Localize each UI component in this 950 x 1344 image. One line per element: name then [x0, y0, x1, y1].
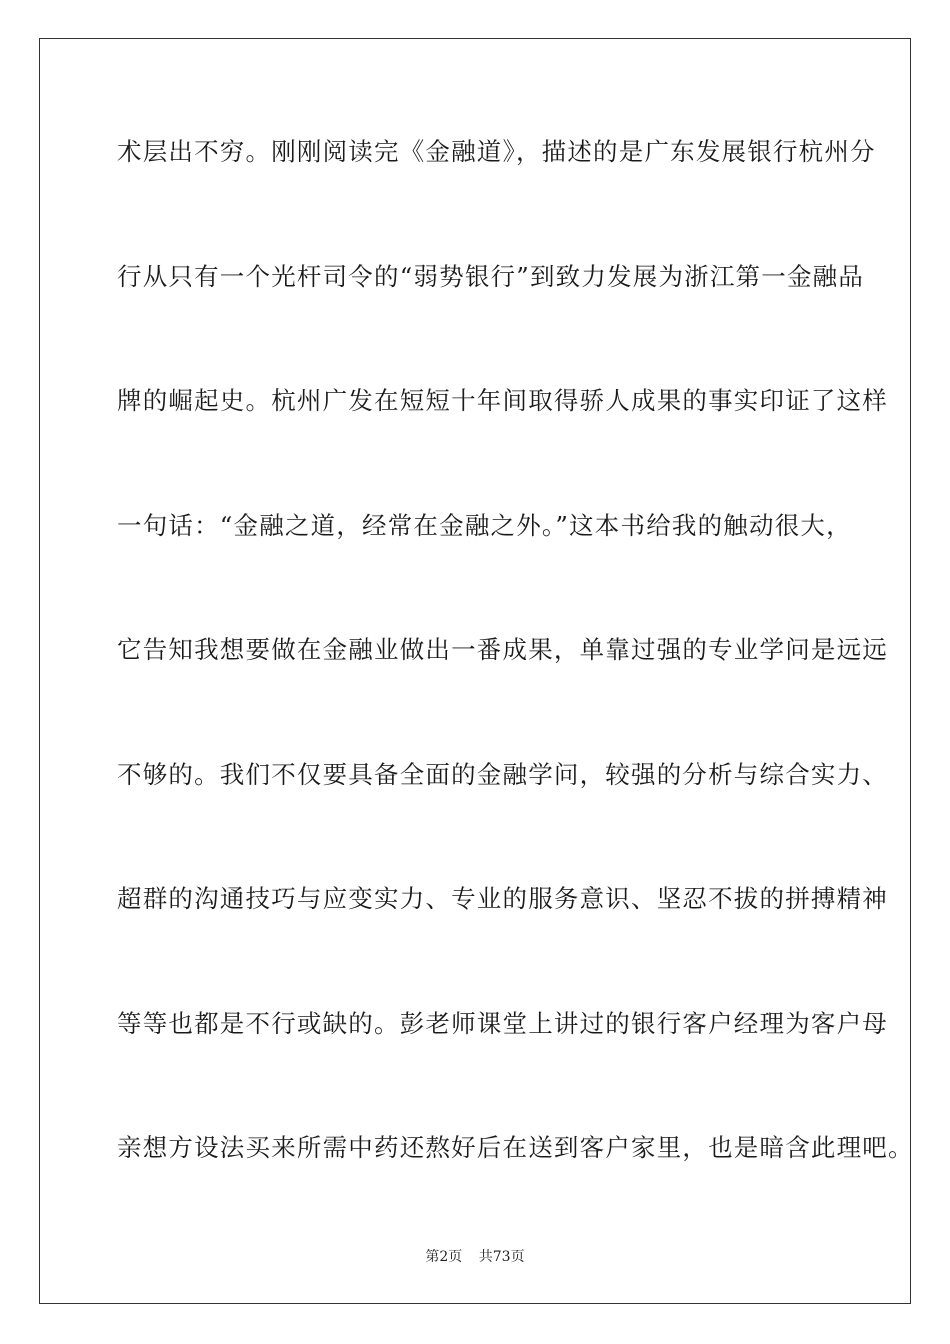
text-line-3: 牌的崛起史。杭州广发在短短十年间取得骄人成果的事实印证了这样	[117, 386, 888, 415]
text-line-5: 它告知我想要做在金融业做出一番成果，单靠过强的专业学问是远远	[117, 635, 888, 664]
text-line-9: 亲想方设法买来所需中药还熬好后在送到客户家里，也是暗含此理吧。	[117, 1133, 914, 1162]
text-line-4: 一句话：“金融之道，经常在金融之外。”这本书给我的触动很大，	[117, 510, 852, 540]
page-total: 共73页	[478, 1249, 525, 1265]
page-number: 第2页	[425, 1249, 463, 1265]
text-line-2: 行从只有一个光杆司令的“弱势银行”到致力发展为浙江第一金融品	[117, 261, 865, 291]
text-line-1: 术层出不穷。刚刚阅读完《金融道》，描述的是广东发展银行杭州分	[117, 137, 876, 166]
page-footer	[0, 1246, 950, 1266]
text-line-6: 不够的。我们不仅要具备全面的金融学问，较强的分析与综合实力、	[117, 759, 888, 789]
text-line-8: 等等也都是不行或缺的。彭老师课堂上讲过的银行客户经理为客户母	[117, 1008, 888, 1038]
text-line-7: 超群的沟通技巧与应变实力、专业的服务意识、坚忍不拔的拼搏精神	[117, 884, 888, 913]
body-text	[117, 128, 914, 1249]
